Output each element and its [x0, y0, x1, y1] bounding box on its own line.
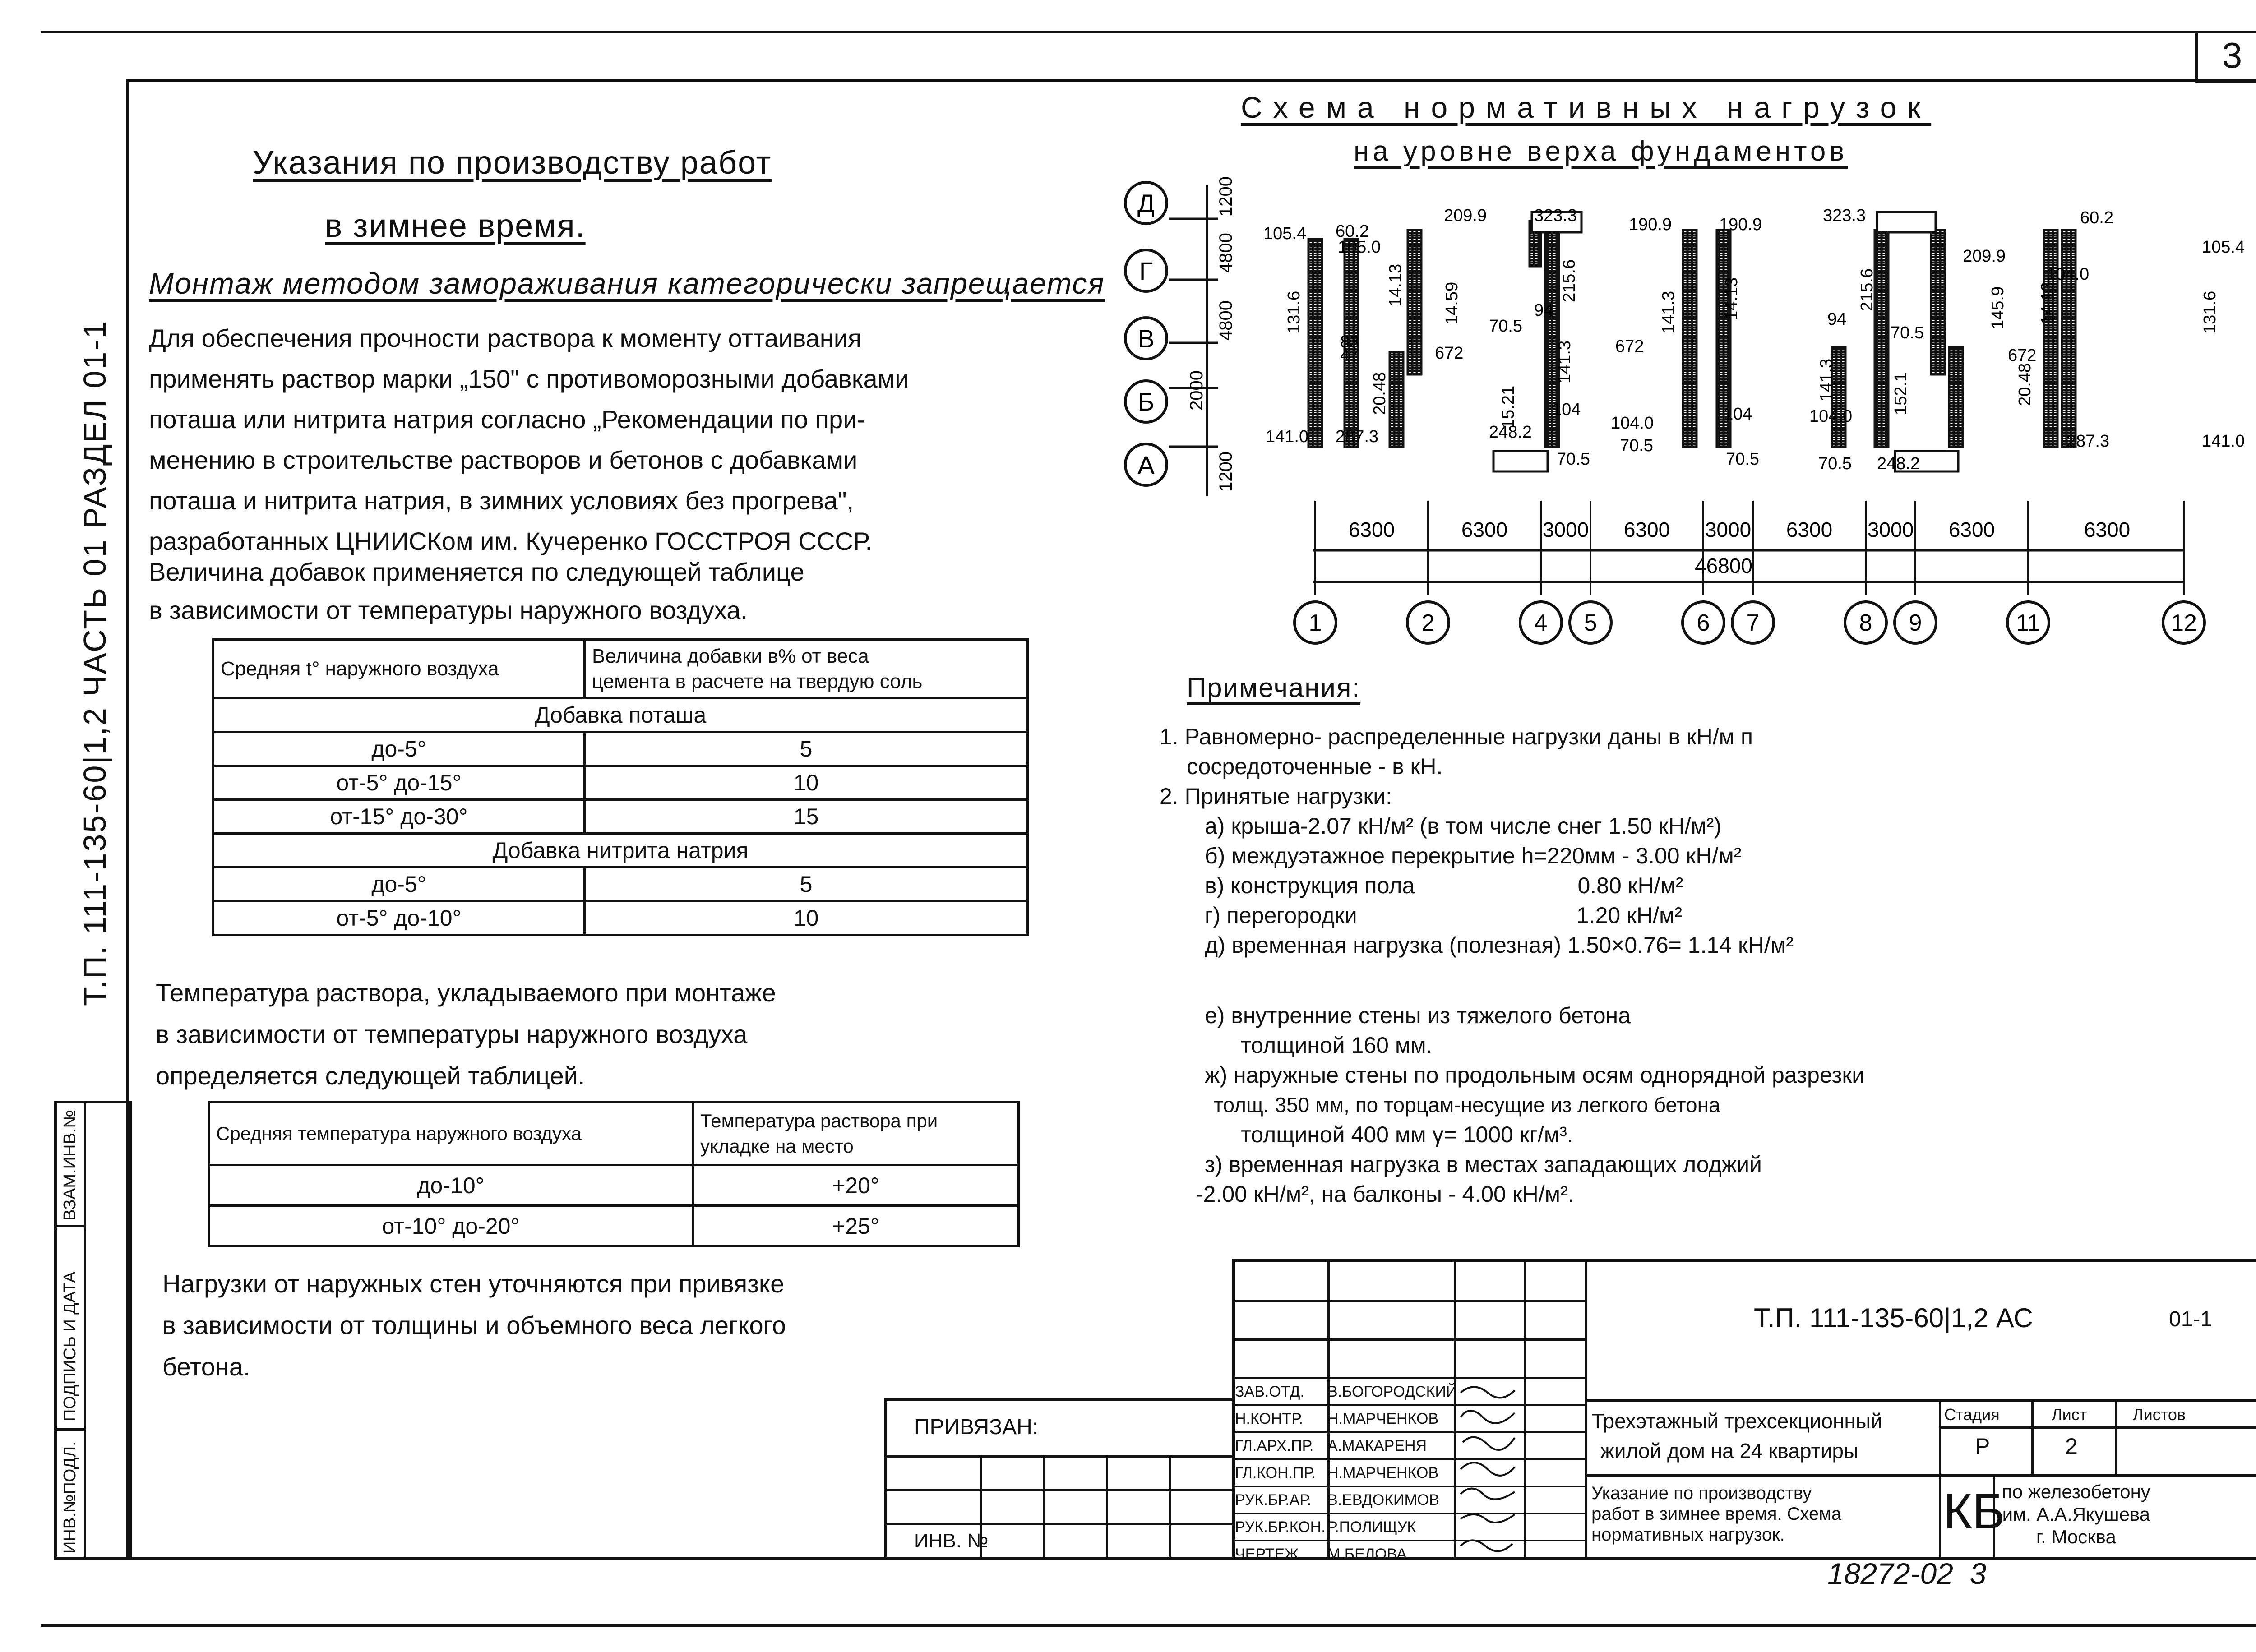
bound-label: ПРИВЯЗАН:: [914, 1415, 1039, 1439]
note-item: г) перегородки 1.20 кН/м²: [1205, 903, 1683, 928]
load-bars: [1308, 221, 2076, 447]
left-strip-code: Т.П. 111-135-60|1,2 ЧАСТЬ 01 РАЗДЕЛ 01-1: [77, 319, 112, 1006]
load-value: 15.21: [1499, 385, 1518, 429]
note-item: з) временная нагрузка в местах западающих лоджий: [1205, 1152, 1762, 1177]
stage-value: Р: [1975, 1434, 1990, 1459]
note-item: б) междуэтажное перекрытие h=220мм - 3.00 кН/м²: [1205, 843, 1742, 868]
note-item: ж) наружные стены по продольным осям однорядной разрезки: [1205, 1062, 1865, 1088]
load-value: 672: [1435, 344, 1464, 363]
row-axis-label: Г: [1139, 257, 1153, 285]
instructions-paragraph-3: Температура раствора, укладываемого при монтаже в зависимости от температуры наружного воздуха определяется следующей таблицей.: [156, 978, 776, 1090]
additive-group-potash: Добавка поташа: [213, 698, 1028, 732]
table-row: от-15° до-30°: [213, 800, 585, 834]
notes-title: Примечания:: [1187, 673, 1361, 703]
table-row: до-5°: [213, 732, 585, 766]
table-row: от-5° до-10°: [213, 901, 585, 935]
note-item: толщ. 350 мм, по торцам-несущие из легкого бетона: [1214, 1093, 1720, 1117]
load-value: 14.13: [1386, 263, 1405, 307]
load-value: 70.5: [1620, 436, 1653, 455]
stage-label: Стадия: [1944, 1405, 2000, 1424]
load-value: 131.6: [2201, 291, 2219, 334]
load-value: 70.5: [1489, 317, 1522, 336]
load-value: 47: [1340, 346, 1359, 365]
role-label: ГЛ.КОН.ПР.: [1235, 1464, 1316, 1481]
strip-cell-replaced: ВЗАМ.ИНВ.№: [60, 1109, 79, 1221]
role-label: Н.КОНТР.: [1235, 1410, 1303, 1427]
table-row: от-5° до-15°: [213, 766, 585, 800]
column-axis-label: 2: [1421, 610, 1435, 636]
load-value: 141.3: [1555, 340, 1574, 383]
load-value: 104.0: [1611, 414, 1654, 433]
role-name: Р.ПОЛИЩУК: [1327, 1518, 1416, 1536]
row-dim: 4800: [1216, 233, 1236, 273]
instructions-paragraph-1: Для обеспечения прочности раствора к моменту оттаивания применять раствор марки „150" с противоморозными добавками поташа или нитрита натрия согласно „Рекомендации по при- менению в строительстве растворов и бетонов с добавками поташа и нитрита натрия, в зимних условиях без прогрева", разработанных ЦНИИСКом им. Кучеренко ГОССТРОЯ СССР.: [149, 324, 909, 555]
load-value: 105.0: [1338, 238, 1381, 257]
role-label: РУК.БР.КОН.: [1235, 1518, 1326, 1536]
note-item: сосредоточенные - в кН.: [1187, 754, 1443, 779]
span-dim: 6300: [1348, 518, 1395, 541]
load-value: 248.2: [1489, 423, 1532, 442]
load-value: 83: [1340, 332, 1359, 351]
sheet-description: Указание по производству работ в зимнее время. Схема нормативных нагрузок.: [1591, 1483, 1842, 1545]
span-dim: 6300: [1623, 518, 1670, 541]
drawing-archive-number: 18272-02 3: [1827, 1557, 1987, 1590]
additive-table-header-1: Средняя t° наружного воздуха: [213, 640, 585, 698]
note-item: толщиной 400 мм γ= 1000 кг/м³.: [1241, 1122, 1573, 1147]
sheet-label: Лист: [2052, 1405, 2087, 1424]
column-axis-label: 12: [2171, 610, 2197, 636]
additive-table: Средняя t° наружного воздуха Величина добавки в% от веса цемента в расчете на твердую соль Добавка поташа до-5° 5 от-5° до-15° 10 от-15° до-30° 15 Добавка нитрита натрия до-5° 5 от-5° до-10° 10: [212, 638, 1029, 936]
document-code: Т.П. 111-135-60|1,2 АС: [1754, 1303, 2033, 1333]
load-value: 60.2: [1336, 222, 1369, 241]
sheet-number-box: [2195, 31, 2256, 83]
load-value: 323.3: [1823, 206, 1866, 225]
column-axis-label: 5: [1584, 610, 1597, 636]
load-value: 131.6: [1285, 291, 1304, 334]
sheet-number: 3: [2222, 35, 2242, 75]
table-row: от-10° до-20°: [209, 1206, 693, 1246]
instructions-title-2: в зимнее время.: [325, 208, 586, 244]
title-block: [1232, 1259, 2256, 1563]
sheets-label: Листов: [2133, 1405, 2186, 1424]
load-value: 209.9: [1444, 206, 1487, 225]
load-value: 20.48: [1370, 372, 1389, 415]
table-row: до-10°: [209, 1165, 693, 1206]
row-axis-label: Б: [1137, 388, 1155, 416]
span-dim: 6300: [1461, 518, 1508, 541]
load-value: 70.5: [1557, 450, 1590, 469]
role-name: М.БЕЛОВА: [1327, 1545, 1407, 1563]
load-value: 70.5: [1726, 450, 1759, 469]
load-value: 104: [1552, 400, 1581, 419]
top-border-line: [41, 31, 2256, 33]
row-dim: 1200: [1216, 176, 1236, 217]
org-name: по железобетону им. А.А.Якушева г. Москва: [2002, 1481, 2150, 1547]
load-value: 141.0: [2202, 432, 2245, 451]
note-item: -2.00 кН/м², на балконы - 4.00 кН/м².: [1196, 1181, 1574, 1207]
load-value: 104.0: [1809, 407, 1853, 426]
note-item: в) конструкция пола 0.80 кН/м²: [1205, 873, 1683, 898]
sheet-value: 2: [2065, 1434, 2078, 1459]
notes-list: [1160, 722, 1864, 1209]
column-axis-label: 8: [1859, 610, 1872, 636]
note-item: е) внутренние стены из тяжелого бетона: [1205, 1003, 1631, 1028]
signature-table: [1235, 1379, 1585, 1567]
span-dim: 3000: [1542, 518, 1589, 541]
role-name: В.БОГОРОДСКИЙ: [1327, 1383, 1457, 1400]
load-scheme-diagram: [1101, 176, 2256, 654]
span-dim: 6300: [1786, 518, 1833, 541]
load-value: 672: [1615, 337, 1644, 356]
instructions-paragraph-2: Величина добавок применяется по следующей таблице в зависимости от температуры наружного воздуха.: [149, 558, 804, 624]
load-value: 248.2: [1877, 454, 1920, 473]
mortar-table-header-1: Средняя температура наружного воздуха: [209, 1102, 693, 1165]
column-axis-label: 1: [1308, 610, 1322, 636]
load-value: 152.1: [1891, 372, 1910, 415]
bottom-border-line: [41, 1624, 2256, 1627]
column-axis-label: 4: [1534, 610, 1548, 636]
load-value: 14.59: [1442, 281, 1461, 325]
instructions-paragraph-4: Нагрузки от наружных стен уточняются при привязке в зависимости от толщины и объемного веса легкого бетона.: [162, 1269, 786, 1381]
row-dim: 4800: [1216, 300, 1236, 341]
document-code-short: 01-1: [2169, 1307, 2213, 1331]
load-value: 94: [1534, 301, 1553, 320]
table-row: до-5°: [213, 868, 585, 901]
load-value: 141.3: [1817, 358, 1836, 401]
load-value: 190.9: [1629, 215, 1672, 234]
load-value: 209.9: [1963, 247, 2006, 266]
row-dim: 1200: [1216, 452, 1236, 492]
note-item: д) временная нагрузка (полезная) 1.50×0.76= 1.14 кН/м²: [1205, 932, 1794, 958]
project-title: Трехэтажный трехсекционный жилой дом на 24 квартиры: [1591, 1409, 1882, 1463]
span-dim: 6300: [2084, 518, 2131, 541]
load-value: 141.0: [1266, 427, 1309, 446]
load-value: 14.13: [2038, 281, 2057, 325]
column-axis-label: 11: [2016, 610, 2040, 636]
instructions-subtitle: Монтаж методом замораживания категорически запрещается: [149, 267, 1105, 300]
load-value: 141.3: [1659, 291, 1678, 334]
additive-table-header-2: Величина добавки в% от веса цемента в расчете на твердую соль: [585, 640, 1028, 698]
row-axis-label: А: [1137, 451, 1155, 479]
note-item: толщиной 160 мм.: [1241, 1033, 1433, 1058]
bound-block: [884, 1398, 1234, 1560]
strip-cell-inv-sub: ИНВ.№ПОДЛ.: [60, 1441, 79, 1554]
org-logo-mark: КБ: [1943, 1484, 2005, 1539]
load-value: 672: [2008, 346, 2037, 365]
signatures: [1456, 1379, 1524, 1557]
span-dim: 6300: [1948, 518, 1995, 541]
mortar-temperature-table: Средняя температура наружного воздуха Температура раствора при укладке на место до-10° +20° от-10° до-20° +25°: [208, 1101, 1020, 1247]
load-value: 105.4: [1263, 224, 1307, 243]
load-value: 70.5: [1891, 323, 1924, 342]
strip-cell-signature: ПОДПИСЬ И ДАТА: [60, 1271, 79, 1421]
column-axis-label: 7: [1746, 610, 1760, 636]
row-axis-label: В: [1137, 324, 1155, 353]
role-label: РУК.БР.АР.: [1235, 1491, 1312, 1509]
mortar-table-header-2: Температура раствора при укладке на место: [693, 1102, 1019, 1165]
role-label: ГЛ.АРХ.ПР.: [1235, 1437, 1314, 1454]
load-value: 215.6: [1560, 259, 1579, 302]
left-strip-table: [54, 1101, 132, 1560]
inv-label: ИНВ. №: [914, 1530, 989, 1552]
load-value: 104: [1724, 405, 1752, 424]
load-value: 145.9: [1988, 286, 2007, 329]
note-item: 1. Равномерно- распределенные нагрузки даны в кН/м п: [1160, 724, 1753, 749]
note-item: 2. Принятые нагрузки:: [1160, 784, 1392, 809]
column-axis-label: 6: [1697, 610, 1710, 636]
load-value: 94: [1827, 310, 1847, 329]
additive-group-nitrite: Добавка нитрита натрия: [213, 834, 1028, 868]
load-value: 215.6: [1858, 268, 1877, 311]
scheme-title-1: Схема нормативных нагрузок: [1241, 91, 1932, 124]
span-dim: 3000: [1705, 518, 1752, 541]
load-value: 287.3: [2066, 432, 2110, 451]
load-value: 70.5: [1818, 454, 1852, 473]
instructions-title-1: Указания по производству работ: [253, 145, 772, 181]
role-name: А.МАКАРЕНЯ: [1327, 1437, 1427, 1454]
role-label: ЧЕРТЕЖ.: [1235, 1545, 1303, 1563]
load-value: 287.3: [1336, 427, 1379, 446]
row-axis-label: Д: [1137, 189, 1155, 217]
role-label: ЗАВ.ОТД.: [1235, 1383, 1304, 1400]
role-name: Н.МАРЧЕНКОВ: [1327, 1464, 1439, 1481]
load-value: 104.0: [2046, 265, 2090, 284]
column-axis-label: 9: [1909, 610, 1922, 636]
row-dim: 2000: [1187, 370, 1207, 411]
scheme-title-2: на уровне верха фундаментов: [1354, 136, 1848, 167]
load-value: 190.9: [1719, 215, 1762, 234]
load-value: 105.4: [2202, 238, 2245, 257]
role-name: Н.МАРЧЕНКОВ: [1327, 1410, 1439, 1427]
role-name: В.ЕВДОКИМОВ: [1327, 1491, 1439, 1509]
span-dim: 3000: [1867, 518, 1914, 541]
total-dim: 46800: [1695, 554, 1752, 577]
load-value: 60.2: [2080, 208, 2113, 227]
load-value: 14.13: [1722, 277, 1741, 320]
note-item: а) крыша-2.07 кН/м² (в том числе снег 1.50 кН/м²): [1205, 813, 1722, 839]
load-value: 20.48: [2016, 363, 2034, 406]
load-value: 323.3: [1534, 206, 1577, 225]
